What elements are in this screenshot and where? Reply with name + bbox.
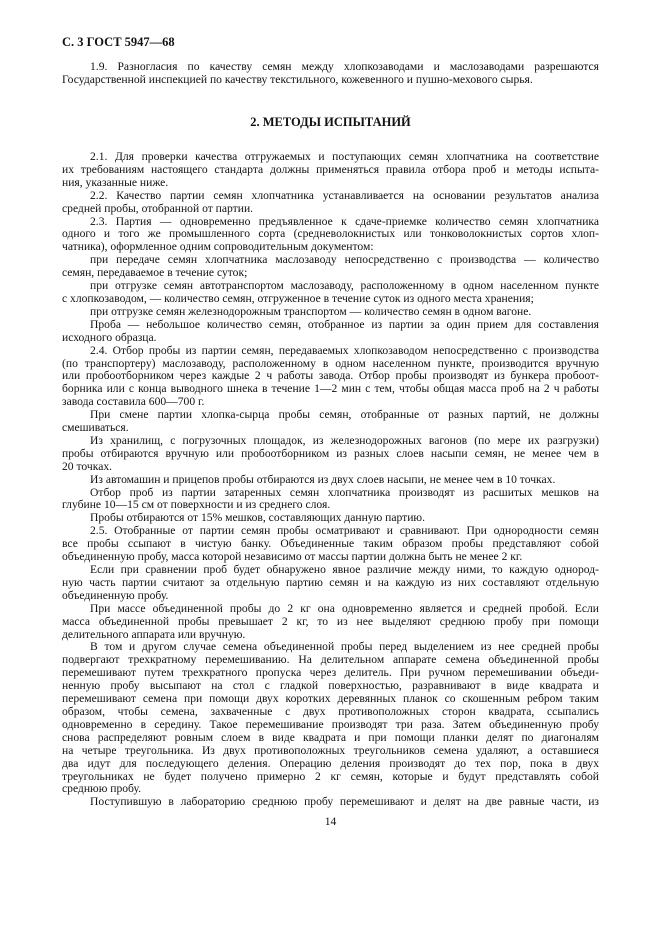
paragraph — [62, 345, 599, 410]
paragraph — [62, 796, 599, 809]
text-line: перемешивают путем трехкратного пропуска через делитель. При ручном перемешивании объеди- — [62, 666, 599, 680]
text-line: 2.2. Качество партии семян хлопчатника устанавливается на основании результатов анализа — [90, 188, 599, 202]
text-line: Проба — небольшое количество семян, отобранное из партии за один прием для составления — [90, 317, 599, 331]
paragraph — [62, 603, 599, 642]
text-line: два идут для последующего деления. Операцию деления производят до тех пор, пока в двух — [62, 756, 599, 770]
text-line: исходного образца. — [62, 330, 157, 344]
paragraph — [62, 409, 599, 435]
text-line: масса объединенной пробы превышает 2 кг, то из нее выделяют среднюю пробу при помощи — [62, 614, 599, 628]
text-line: ния, указанные ниже. — [62, 175, 169, 189]
text-line: с хлопкозаводом, — количество семян, отгруженное в течение суток из одного места хранения; — [62, 291, 534, 305]
text-line: 20 точках. — [62, 459, 113, 473]
paragraph — [62, 487, 599, 513]
text-line: 2.3. Партия — одновременно предъявленное к сдаче-приемке количество семян хлопчатника — [90, 214, 599, 228]
text-line: средней пробы, отобранной от партии. — [62, 201, 254, 215]
text-line: ненную пробу высыпают на стол с гладкой поверхностью, разравнивают в виде квадрата и — [62, 679, 599, 693]
text-line: смешиваться. — [62, 421, 129, 435]
text-line: их требованиям настоящего стандарта должны применяться правила отбора проб и методы испыта- — [62, 162, 599, 176]
paragraph — [62, 190, 599, 216]
text-line: Отбор проб из партии затаренных семян хлопчатника производят из расшитых мешков на — [90, 485, 599, 499]
page-number: 14 — [324, 815, 337, 828]
text-line: глубине 10—15 см от поверхности и из среднего слоя. — [62, 498, 331, 512]
text-line: на четыре треугольника. Из двух противоположных треугольников семена удаляют, а оставшиеся — [62, 743, 599, 757]
text-line: ную часть партии считают за отдельную партию семян и на каждую из них составляют отдельную — [62, 575, 599, 589]
text-line: делительного аппарата или вручную. — [62, 627, 246, 641]
paragraph — [62, 641, 599, 796]
text-line: 2.1. Для проверки качества отгружаемых и поступающих семян хлопчатника на соответствие — [90, 150, 599, 163]
text-line: Из автомашин и прицепов пробы отбираются из двух слоев насыпи, не менее чем в 10 точках. — [90, 472, 556, 486]
text-line: перемешивают семена при помощи двух коротких деревянных планок со скошенным ребром таким — [62, 692, 599, 706]
text-line: одновременно в середину. Такое перемешивание производят три раза. Затем объединенную пробу — [62, 717, 599, 731]
running-header: С. 3 ГОСТ 5947—68 — [62, 35, 175, 49]
text-line: чатника), оформленное одним сопроводительным документом: — [62, 240, 374, 254]
text-line: (по транспортеру) маслозаводу, расположенному в одном населенном пункте, производится вручную — [62, 356, 599, 370]
paragraph — [62, 564, 599, 603]
paragraph — [62, 280, 599, 306]
paragraph — [62, 306, 599, 319]
paragraph — [62, 61, 599, 87]
text-line: Государственной инспекцией по качеству текстильного, кожевенного и пушно-мехового сырья. — [62, 72, 533, 86]
text-line: борника или с конца выводного шнека в течение 1—2 мин с тем, чтобы общая масса проб на 2 ч работы — [62, 382, 599, 396]
text-line: При смене партии хлопка-сырца пробы семян, отобранные от разных партий, не должны — [90, 408, 599, 422]
text-line: объединенную пробу. — [62, 588, 169, 602]
section-title: 2. МЕТОДЫ ИСПЫТАНИЙ — [250, 115, 411, 129]
paragraph — [62, 474, 599, 487]
intro-text — [62, 61, 599, 87]
text-line: 1.9. Разногласия по качеству семян между хлопкозаводами и маслозаводами разрешаются — [90, 60, 599, 73]
text-line: среднюю пробу. — [62, 782, 142, 796]
section-body — [62, 151, 599, 809]
text-line: объединенную пробу, масса которой независимо от массы партии должна быть не менее 2 кг. — [62, 550, 523, 564]
text-line: пробы отбираются вручную или пробоотборником из разных слоев насыпи семян, не менее чем в — [62, 446, 599, 460]
text-line: одного и того же промышленного сорта (средневолокнистых или тонковолокнистых сортов хлоп- — [62, 227, 599, 241]
text-line: треугольниках не будет получено примерно 2 кг семян, которые и будут представлять собой — [62, 769, 599, 783]
text-line: Если при сравнении проб будет обнаружено явное различие между ними, то каждую однород- — [90, 563, 599, 576]
paragraph — [62, 216, 599, 255]
paragraph — [62, 525, 599, 564]
text-line: образом, чтобы семена, захваченные с двух противоположных сторон квадрата, ссыпались — [62, 704, 599, 718]
text-line: или пробоотборником через каждые 2 ч работы завода. Отбор пробы производят из бункера пробоот- — [62, 369, 599, 383]
paragraph — [62, 254, 599, 280]
text-line: снова распределяют ровным слоем в виде квадрата и при помощи планки делят по диагоналям — [62, 730, 599, 744]
text-line: подвергают трехкратному перемешиванию. На делительном аппарате семена объединенной пробы — [62, 653, 599, 667]
text-line: Поступившую в лабораторию среднюю пробу перемешивают и делят на две равные части, из — [90, 795, 599, 809]
paragraph — [62, 435, 599, 474]
text-line: при отгрузке семян автотранспортом маслозаводу, расположенному в одном населенном пункте — [90, 279, 599, 293]
text-line: 2.5. Отобранные от партии семян пробы осматривают и сравнивают. При однородности семян — [90, 524, 599, 538]
text-line: В том и другом случае семена объединенной пробы перед выделением из нее средней пробы — [90, 640, 599, 654]
text-line: при отгрузке семян железнодорожным транспортом — количество семян в одном вагоне. — [90, 304, 532, 318]
text-line: завода составила 600—700 г. — [62, 395, 205, 409]
text-line: все пробы ссыпают в чистую банку. Объединенные таким образом пробы представляют собой — [62, 537, 599, 551]
text-line: При массе объединенной пробы до 2 кг она одновременно является и средней пробой. Если — [90, 601, 599, 615]
paragraph — [62, 319, 599, 345]
text-line: семян, передаваемое в течение суток; — [62, 266, 248, 280]
text-line: Пробы отбираются от 15% мешков, составляющих данную партию. — [90, 511, 425, 525]
text-line: 2.4. Отбор пробы из партии семян, передаваемых хлопкозаводом непосредственно с производства — [90, 343, 599, 357]
paragraph — [62, 151, 599, 190]
text-line: при передаче семян хлопчатника маслозаводу непосредственно с производства — количество — [90, 253, 599, 267]
text-line: Из хранилищ, с погрузочных площадок, из железнодорожных вагонов (по мере их разгрузки) — [90, 433, 599, 447]
